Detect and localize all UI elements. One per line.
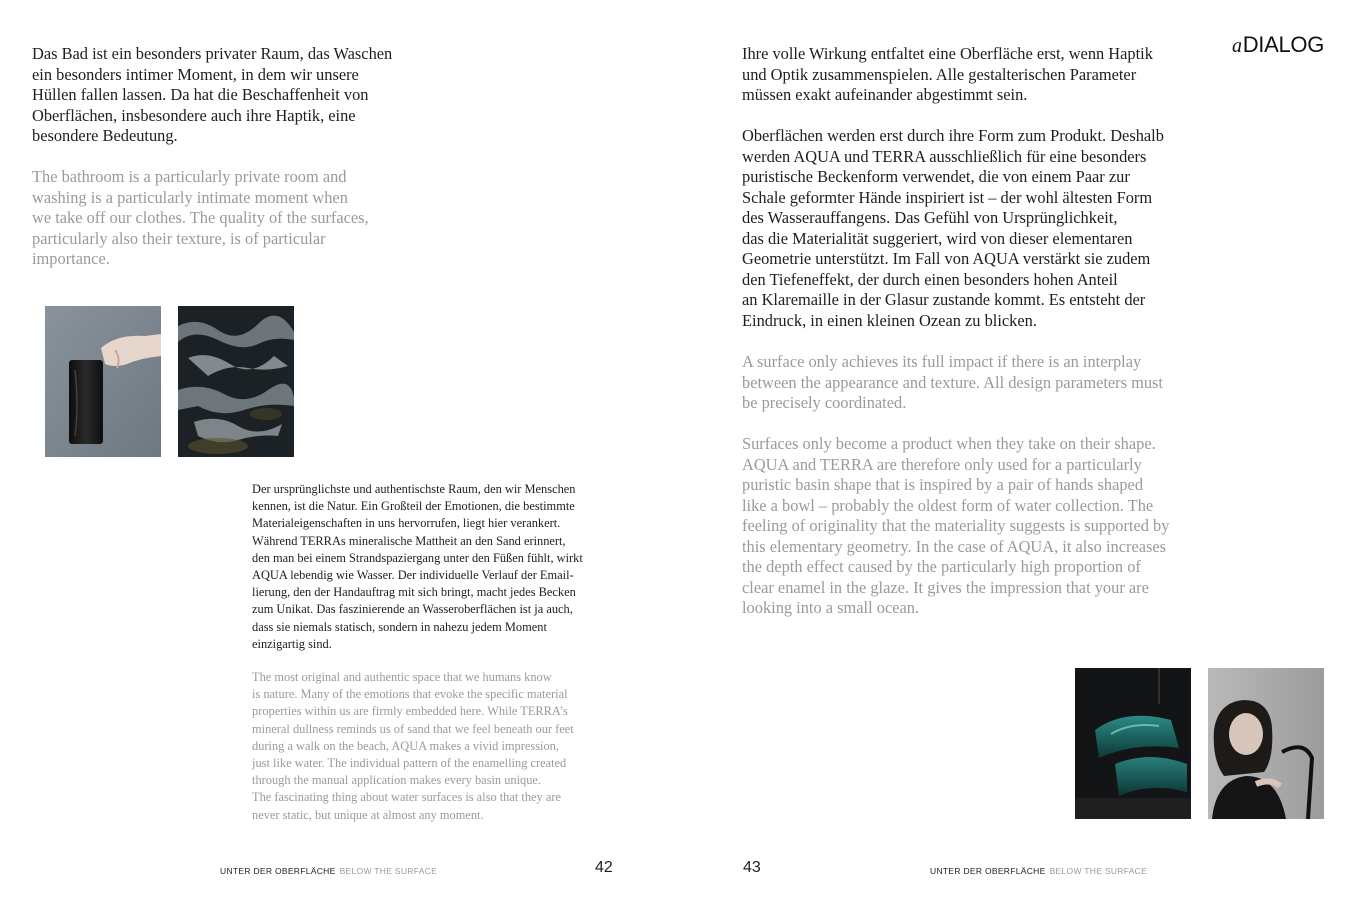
text-line: des Wasserauffangens. Das Gefühl von Ursprünglichkeit, [742, 208, 1118, 227]
text-line: müssen exakt aufeinander abgestimmt sein. [742, 85, 1028, 104]
text-line: den man bei einem Strandspaziergang unter den Füßen fühlt, wirkt [252, 550, 583, 565]
left-page-number: 42 [595, 859, 613, 876]
text-line: clear enamel in the glaze. It gives the impression that your are [742, 577, 1149, 597]
right-para1-german [742, 44, 1212, 106]
text-line: einzigartig sind. [252, 636, 332, 651]
text-line: Der ursprünglichste und authentischste Raum, den wir Menschen [252, 482, 576, 496]
text-line: puristische Beckenform verwendet, die von einem Paar zur [742, 167, 1130, 186]
text-line: A surface only achieves its full impact if there is an interplay [742, 352, 1142, 371]
text-line: Geometrie unterstützt. Im Fall von AQUA verstärkt sie zudem [742, 249, 1151, 268]
text-line: The most original and authentic space that we humans know [252, 670, 552, 684]
text-line: The bathroom is a particularly private room and [32, 167, 347, 186]
brand-prefix: a [1232, 35, 1242, 57]
text-line: importance. [32, 249, 110, 268]
brand-logo [1232, 32, 1324, 58]
text-line: feeling of originality that the materiality suggests is supported by [742, 516, 1170, 535]
text-line: particularly also their texture, is of particular [32, 228, 326, 248]
left-body-english [252, 669, 632, 824]
left-body-german [252, 481, 632, 653]
text-line: Während TERRAs mineralische Mattheit an den Sand erinnert, [252, 533, 566, 548]
photo-green-basin [1075, 668, 1191, 819]
text-line: das die Materialität suggeriert, wird von dieser elementaren [742, 228, 1133, 248]
text-line: is nature. Many of the emotions that evoke the specific material [252, 687, 568, 702]
text-line: be precisely coordinated. [742, 393, 907, 412]
text-line: Hüllen fallen lassen. Da hat die Beschaffenheit von [32, 85, 369, 104]
right-footer-section-label [930, 866, 1147, 876]
text-line: washing is a particularly intimate moment when [32, 187, 348, 207]
photo-portrait-woman [1208, 668, 1324, 819]
left-intro-german [32, 44, 432, 147]
text-line: Oberflächen, insbesondere auch ihre Haptik, eine [32, 105, 356, 125]
text-line: puristic basin shape that is inspired by a pair of hands shaped [742, 475, 1144, 494]
text-line: AQUA and TERRA are therefore only used for a particularly [742, 454, 1142, 474]
text-line: looking into a small ocean. [742, 598, 920, 617]
text-line: AQUA lebendig wie Wasser. Der individuelle Verlauf der Email- [252, 568, 574, 583]
right-page-number: 43 [743, 859, 761, 876]
text-line: den Tiefeneffekt, der durch einen besonders hohen Anteil [742, 269, 1118, 289]
text-line: the depth effect caused by the particularly high proportion of [742, 557, 1141, 576]
text-line: und Optik zusammenspielen. Alle gestalterischen Parameter [742, 64, 1137, 84]
left-footer-english: BELOW THE SURFACE [339, 866, 438, 876]
text-line: between the appearance and texture. All design parameters must [742, 372, 1163, 392]
text-line: zum Unikat. Das faszinierende an Wasseroberflächen ist ja auch, [252, 602, 573, 617]
photo-hand-holding-basin [45, 306, 161, 457]
text-line: Das Bad ist ein besonders privater Raum, das Waschen [32, 44, 393, 63]
text-line: just like water. The individual pattern of the enamelling created [252, 756, 567, 771]
text-line: properties within us are firmly embedded here. While TERRA’s [252, 704, 568, 719]
text-line: werden AQUA und TERRA ausschließlich für eine besonders [742, 146, 1147, 166]
text-line: kennen, ist die Natur. Ein Großteil der Emotionen, die bestimmte [252, 499, 575, 514]
right-footer-english: BELOW THE SURFACE [1049, 866, 1148, 876]
text-line: Schale geformter Hände inspiriert ist – der wohl ältesten Form [742, 187, 1153, 207]
text-line: an Klaremaille in der Glasur zustande kommt. Es entsteht der [742, 290, 1146, 309]
text-line: we take off our clothes. The quality of the surfaces, [32, 208, 369, 227]
text-line: Ihre volle Wirkung entfaltet eine Oberfläche erst, wenn Haptik [742, 44, 1153, 63]
left-footer-german: UNTER DER OBERFLÄCHE [220, 866, 336, 876]
text-line: Materialeigenschaften in uns hervorrufen, liegt hier verankert. [252, 516, 561, 531]
left-intro-english [32, 167, 432, 270]
text-line: dass sie niemals statisch, sondern in nahezu jedem Moment [252, 619, 547, 634]
text-line: through the manual application makes every basin unique. [252, 773, 542, 788]
text-line: The fascinating thing about water surfaces is also that they are [252, 790, 561, 805]
brand-name: DIALOG [1242, 32, 1325, 57]
text-line: never static, but unique at almost any moment. [252, 807, 484, 822]
right-para2-german [742, 126, 1212, 331]
text-line: mineral dullness reminds us of sand that we feel beneath our feet [252, 721, 574, 736]
text-line: Surfaces only become a product when they take on their shape. [742, 434, 1156, 453]
right-footer-german: UNTER DER OBERFLÄCHE [930, 866, 1046, 876]
right-para1-english [742, 352, 1212, 414]
text-line: besondere Bedeutung. [32, 126, 178, 145]
left-footer-section-label [220, 866, 437, 876]
text-line: ein besonders intimer Moment, in dem wir unsere [32, 64, 359, 84]
text-line: during a walk on the beach, AQUA makes a vivid impression, [252, 738, 559, 753]
text-line: Eindruck, in einen kleinen Ozean zu blicken. [742, 310, 1037, 330]
text-line: lierung, den der Handauftrag mit sich bringt, macht jedes Becken [252, 585, 576, 600]
right-para2-english [742, 434, 1212, 619]
photo-water-surface [178, 306, 294, 457]
text-line: this elementary geometry. In the case of AQUA, it also increases [742, 536, 1167, 556]
text-line: Oberflächen werden erst durch ihre Form zum Produkt. Deshalb [742, 126, 1164, 145]
text-line: like a bowl – probably the oldest form of water collection. The [742, 495, 1154, 515]
